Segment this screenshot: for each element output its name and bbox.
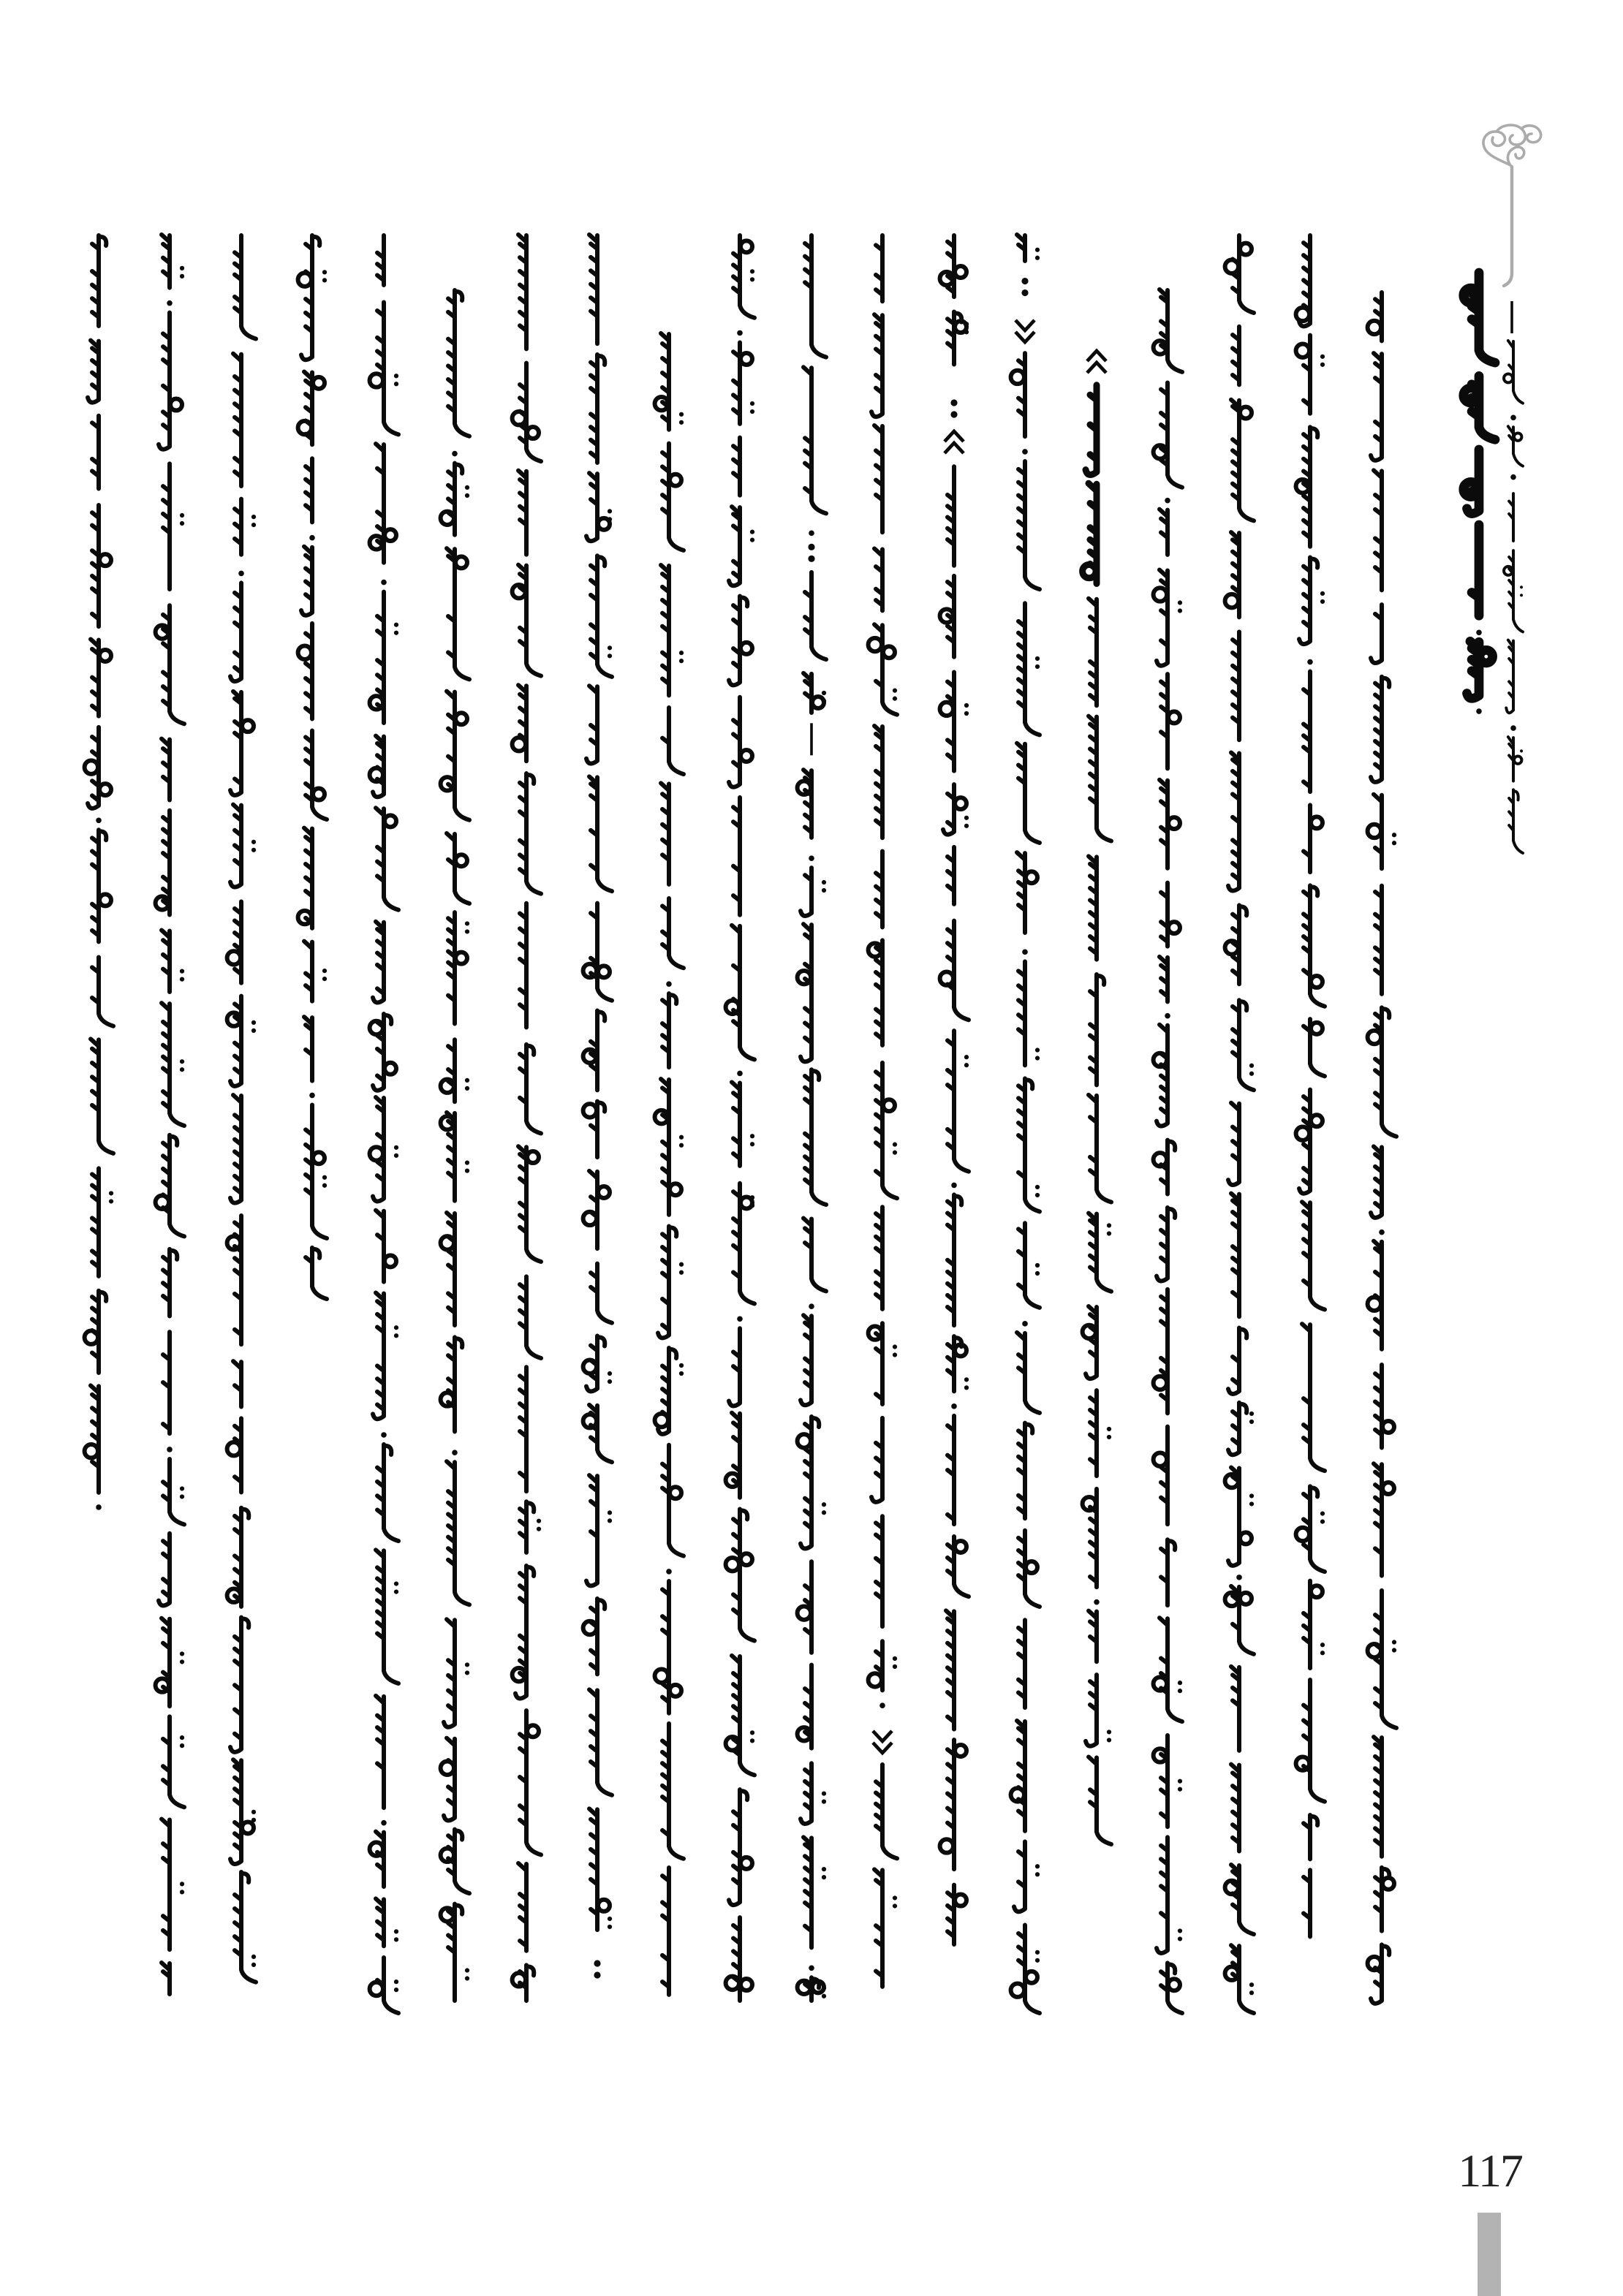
article-title-column (1464, 273, 1495, 714)
body-text-block (85, 235, 1397, 2013)
body-column (869, 235, 898, 1987)
body-column (227, 235, 257, 1982)
body-column (1225, 235, 1255, 2013)
body-column (1154, 289, 1183, 2013)
running-title-text (1504, 341, 1523, 853)
body-column (85, 235, 114, 1510)
body-column (940, 235, 969, 1944)
page-number: 117 (1458, 2145, 1522, 2197)
body-column (298, 235, 328, 1299)
flourish-swirl (1483, 125, 1541, 165)
body-column (1296, 235, 1325, 1936)
running-title-column (1504, 341, 1523, 853)
body-column (1011, 235, 1040, 2013)
body-column (1368, 292, 1397, 2004)
body-column (441, 290, 470, 2001)
body-column (1083, 351, 1112, 1844)
page-edge-bar (1478, 2213, 1501, 2296)
body-column (798, 235, 827, 2001)
body-column (655, 333, 684, 1995)
body-column (370, 235, 399, 2013)
body-column (726, 235, 755, 2001)
body-column (156, 235, 185, 1994)
flourish-ornament-icon (1483, 125, 1541, 286)
body-column (512, 235, 542, 2001)
flourish-stem-rule (1504, 167, 1512, 286)
body-column (583, 235, 613, 1979)
article-title-text (1464, 273, 1495, 714)
